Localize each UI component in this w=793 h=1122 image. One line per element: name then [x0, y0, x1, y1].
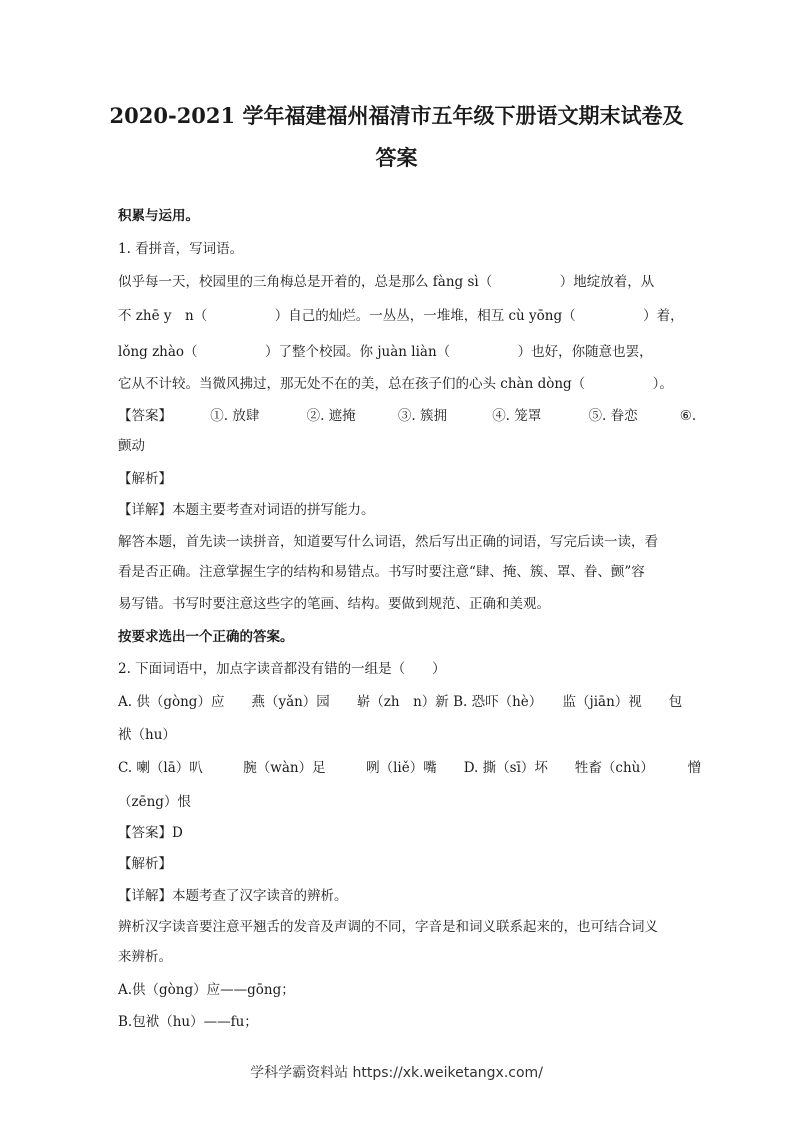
answer-item: ④. 笼罩	[492, 408, 542, 424]
analysis-label: 【解析】	[118, 471, 172, 487]
detail-line: 【详解】本题主要考查对词语的拼写能力。	[118, 502, 375, 518]
analysis-label: 【解析】	[118, 856, 172, 872]
answer-line-wrap: 颤动	[118, 438, 145, 454]
explanation-line: 来辨析。	[118, 949, 172, 965]
question-prompt: 2. 下面词语中，加点字读音都没有错的一组是（ ）	[118, 661, 446, 677]
answer-line: 【答案】D	[118, 825, 183, 841]
answer-label: 【答案】	[118, 408, 172, 424]
answer-line	[118, 406, 697, 426]
explanation-line: 辨析汉字读音要注意平翘舌的发音及声调的不同，字音是和词义联系起来的，也可结合词义	[118, 919, 658, 935]
detail-line: 【详解】本题考查了汉字读音的辨析。	[118, 888, 348, 904]
passage-line: 似乎每一天，校园里的三角梅总是开着的，总是那么 fàng sì（ ）地绽放着，从	[118, 274, 655, 290]
note-line: A.供（gòng）应——gōng；	[118, 982, 295, 998]
document-title: 2020-2021 学年福建福州福清市五年级下册语文期末试卷及	[109, 103, 684, 128]
explanation-line: 看是否正确。注意掌握生字的结构和易错点。书写时要注意“肆、掩、簇、罩、眷、颤”容	[118, 564, 645, 580]
explanation-line: 易写错。书写时要注意这些字的笔画、结构。要做到规范、正确和美观。	[118, 596, 550, 612]
question-prompt: 1. 看拼音，写词语。	[118, 241, 244, 257]
option-line: C. 喇（lā）叭 腕（wàn）足 咧（liě）嘴 D. 撕（sī）坏 牲畜（chù） 憎	[118, 760, 702, 776]
answer-item: ③. 簇拥	[397, 408, 447, 424]
explanation-line: 解答本题，首先读一读拼音，知道要写什么词语，然后写出正确的词语，写完后读一读，看	[118, 534, 658, 550]
document-title-continued: 答案	[375, 145, 418, 170]
passage-line: lǒng zhào（ ）了整个校园。你 juàn liàn（ ）也好，你随意也罢，	[118, 344, 653, 360]
answer-item: ⑤. 眷恋	[588, 408, 638, 424]
option-line: A. 供（gòng）应 燕（yǎn）园 崭（zh n）新 B. 恐吓（hè） 监（jiān）视 包	[118, 694, 683, 710]
section-heading: 积累与运用。	[118, 208, 199, 224]
answer-item: ②. 遮掩	[306, 408, 356, 424]
note-line: B.包袱（hu）——fu；	[118, 1014, 258, 1030]
footer-watermark: 学科学霸资料站 https://xk.weiketangx.com/	[250, 1065, 543, 1081]
passage-line: 不 zhē y n（ ）自己的灿烂。一丛丛，一堆堆，相互 cù yōng（ ）着，	[118, 308, 684, 324]
answer-item: ⑥.	[679, 408, 697, 424]
passage-line: 它从不计较。当微风拂过，那无处不在的美，总在孩子们的心头 chàn dòng（ ）。	[118, 376, 673, 392]
option-line-wrap: （zēng）恨	[118, 794, 191, 810]
answer-item: ①. 放肆	[210, 408, 260, 424]
section-heading: 按要求选出一个正确的答案。	[118, 629, 294, 645]
option-line-wrap: 袱（hu）	[118, 727, 176, 743]
